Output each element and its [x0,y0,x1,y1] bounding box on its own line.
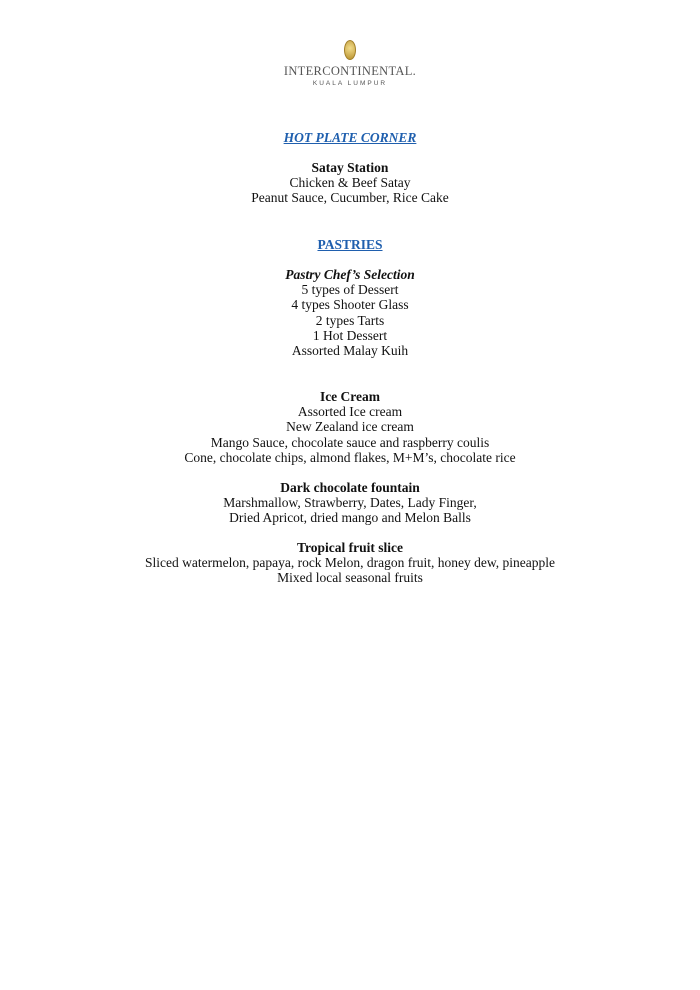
menu-line: Cone, chocolate chips, almond flakes, M+M’s, chocolate rice [184,449,516,465]
fruit-section [0,540,700,586]
hot-plate-heading: HOT PLATE CORNER [283,130,417,145]
fountain-section [0,480,700,526]
ice-cream-section [0,389,700,465]
section-title: Dark chocolate fountain [280,480,420,495]
menu-line: 5 types of Dessert [301,282,399,298]
section-title: Ice Cream [319,389,381,404]
menu-line: Mango Sauce, chocolate sauce and raspberry coulis [210,434,490,450]
section-title: Tropical fruit slice [297,540,403,555]
menu-line: Assorted Malay Kuih [291,343,409,359]
menu-line: 1 Hot Dessert [312,327,388,343]
menu-line: 4 types Shooter Glass [291,297,409,313]
menu-line: Mixed local seasonal fruits [277,570,423,586]
logo-brand: INTERCONTINENTAL. [283,64,417,78]
section-title: Pastry Chef’s Selection [285,267,415,282]
menu-line: Sliced watermelon, papaya, rock Melon, dragon fruit, honey dew, pineapple [145,555,555,571]
menu-line: Peanut Sauce, Cucumber, Rice Cake [251,190,449,206]
section-title: Satay Station [311,160,389,175]
menu-line: Marshmallow, Strawberry, Dates, Lady Finger, [223,495,477,511]
menu-line: New Zealand ice cream [286,419,414,435]
satay-section [0,160,700,206]
menu-line: Chicken & Beef Satay [289,175,411,191]
menu-line: Dried Apricot, dried mango and Melon Balls [229,510,471,526]
menu-line: Assorted Ice cream [297,404,403,420]
intercontinental-logo [0,40,700,87]
emblem-icon [344,40,356,60]
pastry-section [0,267,700,358]
menu-line: 2 types Tarts [315,312,385,328]
pastries-heading: PASTRIES [317,237,383,252]
logo-city: KUALA LUMPUR [312,80,388,87]
